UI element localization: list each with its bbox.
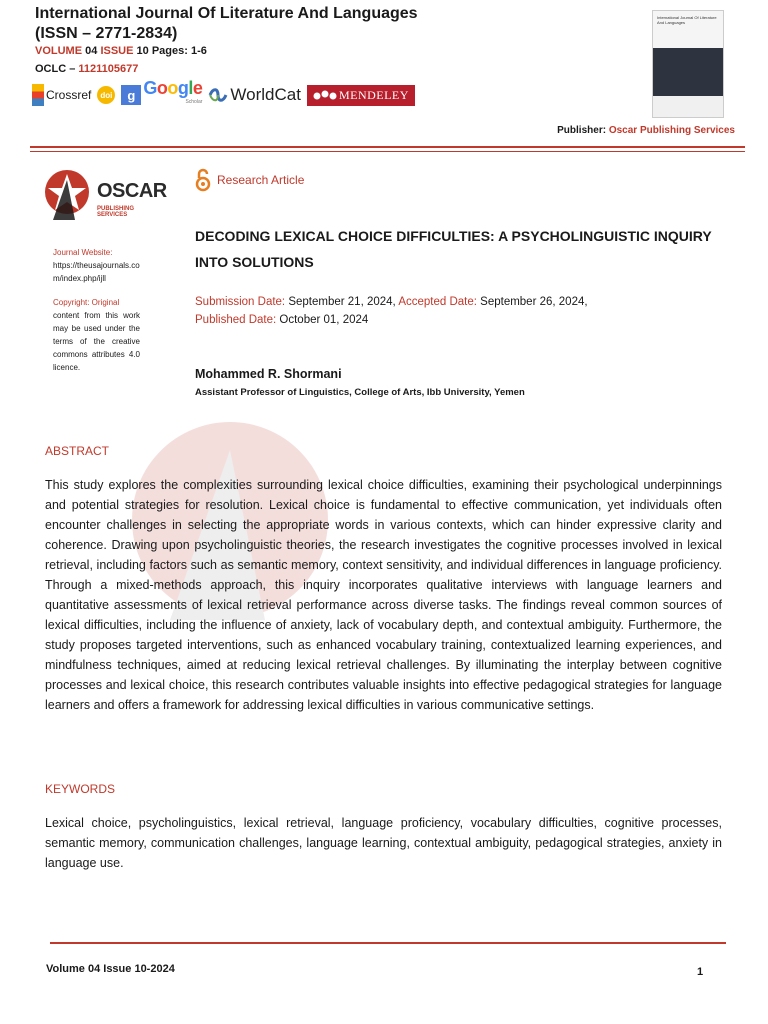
scholar-label: Scholar [185,99,203,105]
journal-website-label: Journal Website: [53,248,113,257]
worldcat-logo[interactable] [208,85,301,105]
issue-label: ISSUE [100,45,134,57]
header-divider [30,146,745,148]
journal-website-block [53,246,140,285]
worldcat-label: WorldCat [230,85,301,104]
oscar-brand-name: OSCAR [97,180,167,202]
article-title: DECODING LEXICAL CHOICE DIFFICULTIES: A PSYCHOLINGUISTIC INQUIRY INTO SOLUTIONS [195,228,712,270]
journal-title: International Journal Of Literature And Languages [35,5,418,22]
abstract-text: This study explores the complexities surrounding lexical choice difficulties, examining their psychological underpinnings and potential strategies for resolution. Lexical choice is fundamental to effective communication, yet individuals often encounter challenges in selecting the appropriate words in various contexts, which can hinder expressive clarity and coherence. Drawing upon psycholinguistic theories, the research investigates the cognitive processes involved in lexical retrieval, including factors such as semantic memory, context sensitivity, and individual differences in language proficiency. Through a mixed-methods approach, this inquiry incorporates qualitative interviews with language learners and quantitative assessments of lexical retrieval performance across diverse tasks. The findings reveal common sources of lexical difficulties, including the influence of anxiety, lack of vocabulary depth, and contextual ambiguity. Furthermore, the study proposes targeted interventions, such as enhanced vocabulary training, contextualized learning experiences, and mindfulness techniques, aimed at reducing lexical retrieval challenges. By illuminating the interplay between cognitive processes and lexical choice, this research contributes valuable insights into effective pedagogical strategies for language learners and offers a framework for addressing lexical difficulties in various communicative settings. [45,478,722,712]
doi-logo[interactable] [97,86,115,104]
open-access-icon [195,168,211,192]
keywords-heading: KEYWORDS [45,782,116,796]
google-scholar-logo[interactable] [121,78,203,109]
page-number: 1 [697,966,704,978]
publisher-value[interactable]: Oscar Publishing Services [608,125,735,136]
crossref-icon [32,84,44,106]
accepted-date-label: Accepted Date: [398,296,477,308]
publisher-label: Publisher: [557,125,607,136]
publisher-line [557,125,735,136]
mendeley-logo[interactable] [307,85,415,106]
cover-title: International Journal Of Literature And Languages [657,15,717,25]
oscar-logo [45,160,165,230]
copyright-block [53,296,140,374]
doi-icon: doi [97,86,115,104]
footer-divider [50,942,726,944]
issue-value: 10 [136,45,149,57]
published-date-value: October 01, 2024 [279,314,369,326]
header-divider-thin [30,151,745,152]
pages-label: Pages: [151,45,188,57]
volume-value: 04 [85,45,98,57]
oclc-line [35,63,138,75]
journal-website-url[interactable]: https://theusajournals.com/index.php/ijll [53,261,140,283]
keywords-text: Lexical choice, psycholinguistics, lexical retrieval, language proficiency, vocabulary difficulties, cognitive processes, semantic memory, communication challenges, language learning, contextual ambiguity, pedagogical strategies, anxiety in language use. [45,816,722,870]
oclc-value: 1121105677 [78,63,139,75]
oscar-brand-tagline: PUBLISHING SERVICES [97,206,135,218]
article-dates [195,293,715,329]
google-label: Google [143,78,203,98]
copyright-text: content from this work may be used under the terms of the creative commons attributes 4.0 licence. [53,311,140,372]
abstract-heading: ABSTRACT [45,444,110,458]
article-type [195,168,304,192]
google-scholar-icon: g [121,85,141,105]
author-name: Mohammed R. Shormani [195,367,342,381]
copyright-label: Copyright: Original [53,298,120,307]
accepted-date-value: September 26, 2024, [480,296,588,308]
submission-date-label: Submission Date: [195,296,286,308]
volume-issue-line [35,45,207,57]
pages-value: 1-6 [190,45,207,57]
mendeley-label: MENDELEY [338,87,409,102]
worldcat-icon [208,86,228,104]
indexing-logos [32,78,415,108]
volume-label: VOLUME [35,45,83,57]
journal-issn: (ISSN – 2771-2834) [35,25,178,42]
published-date-label: Published Date: [195,314,277,326]
footer-volume-issue: Volume 04 Issue 10-2024 [46,963,175,975]
article-type-label: Research Article [217,173,305,187]
submission-date-value: September 21, 2024, [288,296,396,308]
author-affiliation: Assistant Professor of Linguistics, College of Arts, Ibb University, Yemen [195,387,525,398]
mendeley-icon [313,89,337,101]
crossref-logo[interactable] [32,84,91,106]
journal-cover-thumbnail [652,10,724,118]
oclc-label: OCLC – [35,63,76,75]
crossref-label: Crossref [46,88,92,102]
